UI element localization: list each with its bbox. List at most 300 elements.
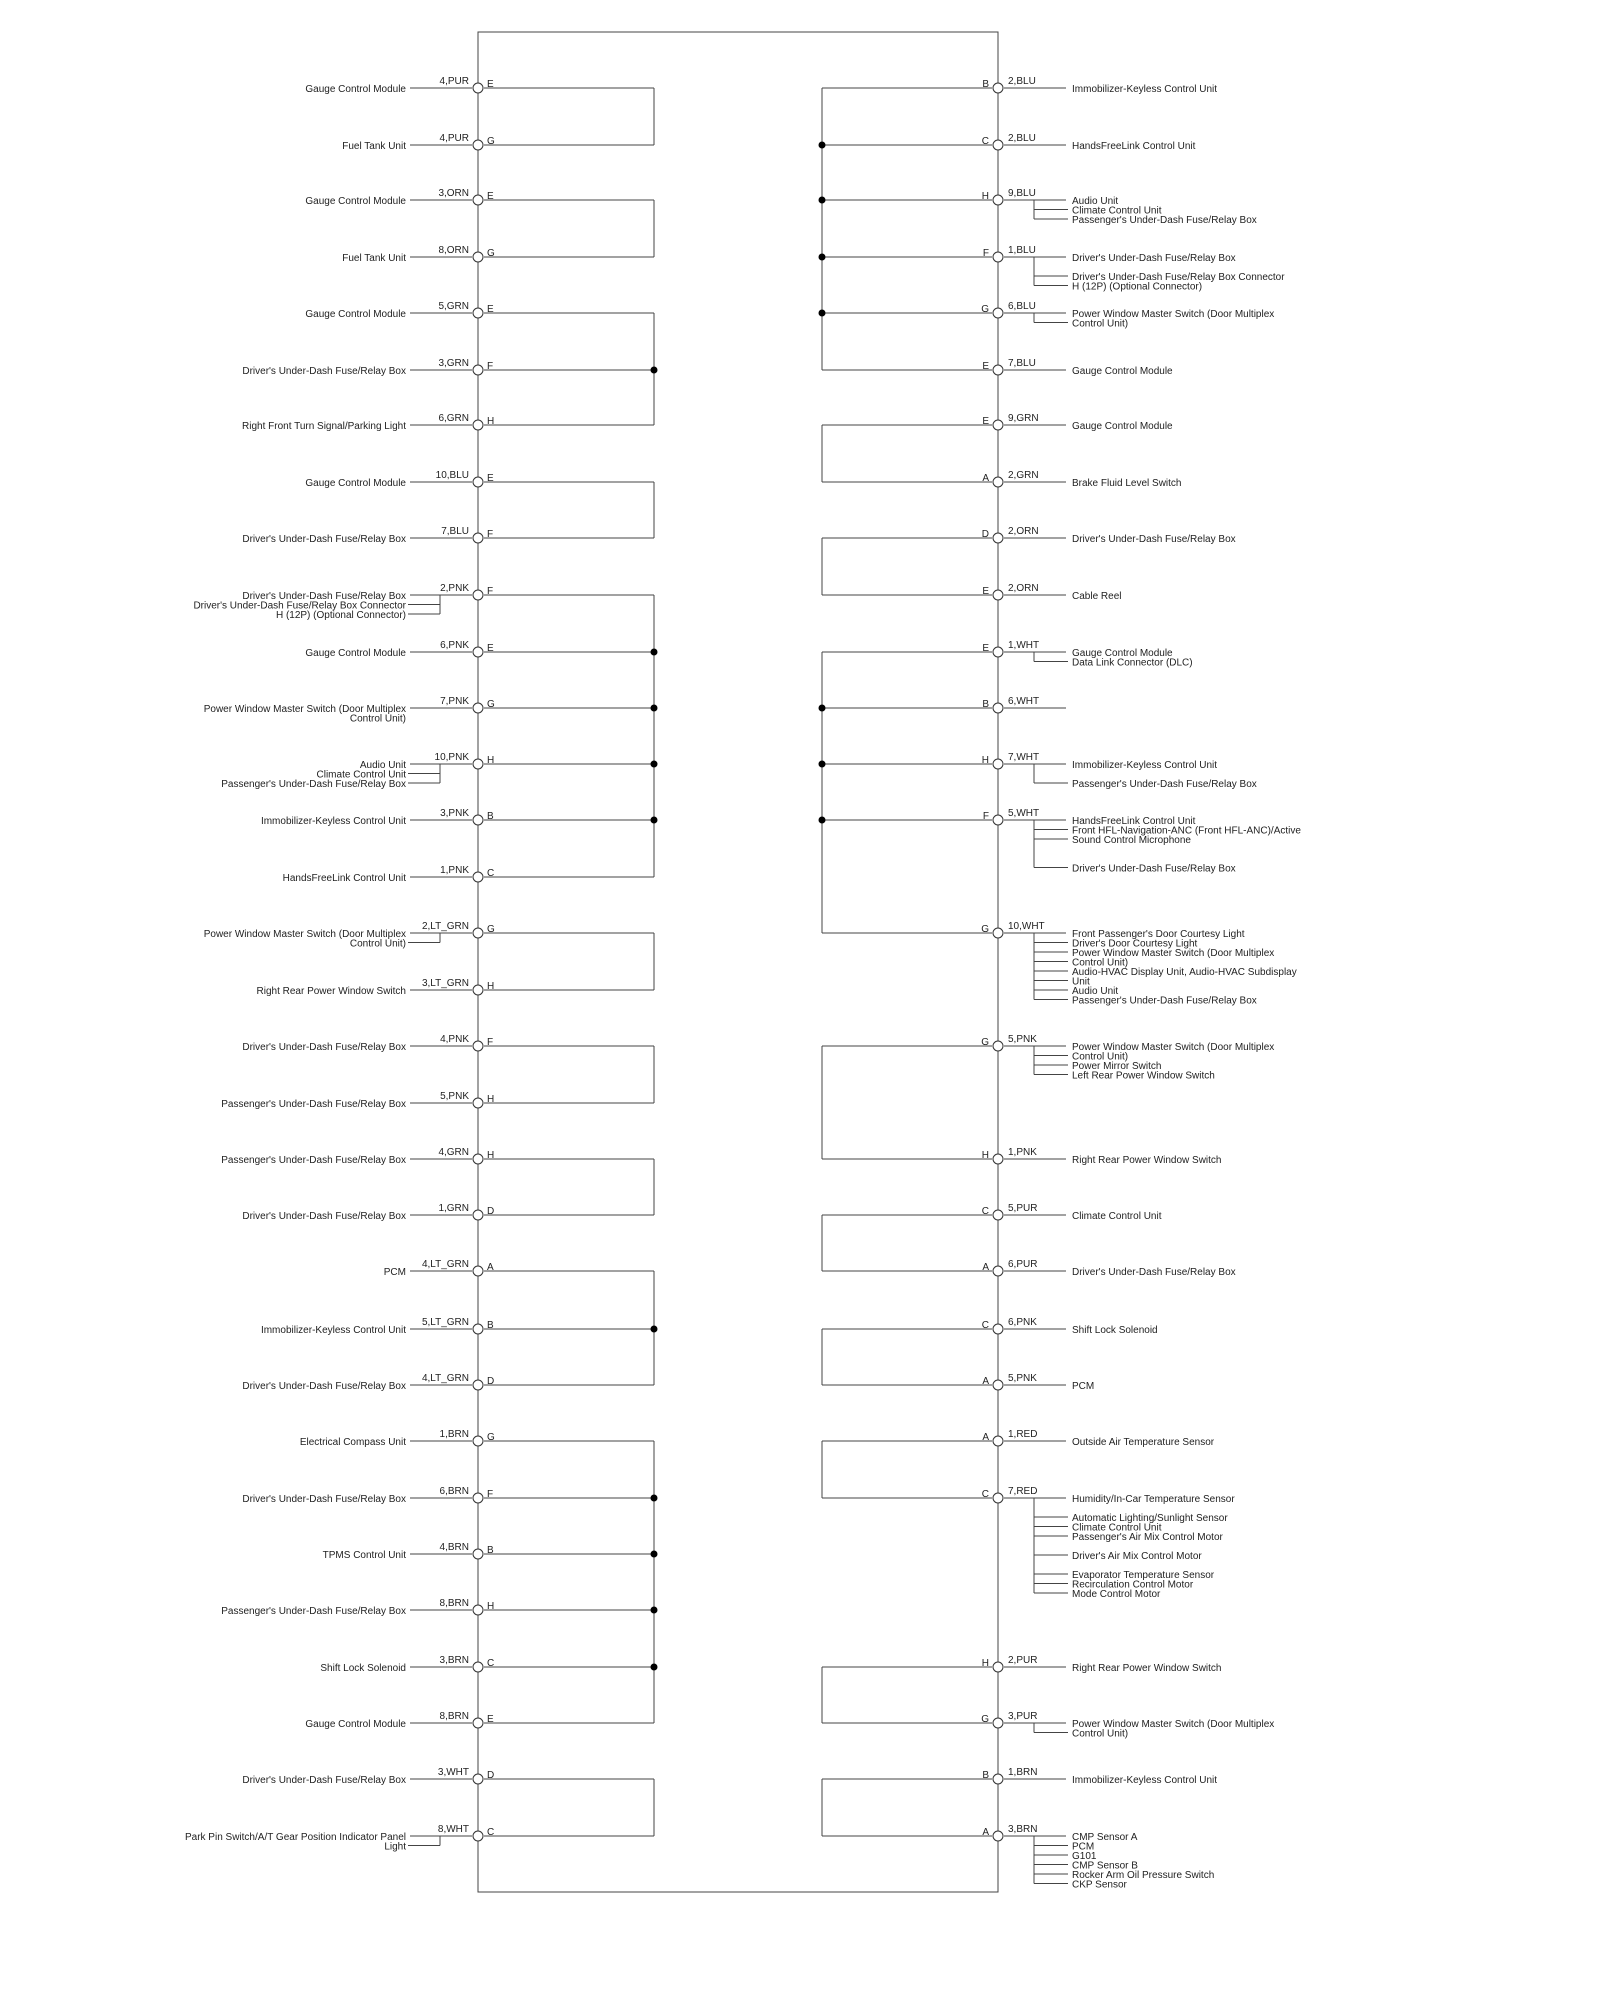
wire-code-label: 3,GRN [438,358,469,369]
splice-node [819,142,826,149]
device-label: Control Unit) [1072,318,1129,330]
terminal-letter: H [981,191,989,202]
left-circuit [305,301,654,320]
terminal-letter: C [487,1658,495,1669]
device-label: CMP Sensor B [1072,1860,1138,1872]
device-label: Climate Control Unit [316,769,406,781]
right-circuit [822,1711,1274,1740]
wire-code-label: 1,WHT [1008,640,1040,651]
device-label: Passenger's Under-Dash Fuse/Relay Box [221,1155,406,1166]
pin-terminal [993,928,1003,938]
splice-node [651,761,658,768]
terminal-letter: E [487,473,494,484]
pin-terminal [993,308,1003,318]
device-label: Driver's Under-Dash Fuse/Relay Box [242,1211,406,1222]
right-circuit [822,1034,1274,1082]
wire-code-label: 3,BRN [439,1655,469,1666]
pin-terminal [473,759,483,769]
left-circuit [300,1429,654,1448]
splice-node [819,310,826,317]
wire-code-label: 3,PUR [1008,1711,1038,1722]
left-circuit [305,188,654,207]
device-label: Immobilizer-Keyless Control Unit [1072,84,1218,95]
device-label: CKP Sensor [1072,1879,1127,1891]
pin-terminal [473,140,483,150]
terminal-letter: D [487,1376,495,1387]
device-label: HandsFreeLink Control Unit [1072,141,1196,152]
right-circuit [822,301,1274,330]
wire-code-label: 8,WHT [437,1824,469,1835]
splice-node [819,254,826,261]
terminal-letter: F [487,361,494,372]
pin-terminal [993,1380,1003,1390]
terminal-letter: E [982,586,989,597]
device-label: Driver's Under-Dash Fuse/Relay Box [1072,253,1236,264]
wire-code-label: 5,LT_GRN [421,1317,469,1328]
terminal-letter: A [982,1262,989,1273]
terminal-letter: B [982,699,989,710]
pin-terminal [993,83,1003,93]
pin-terminal [993,1266,1003,1276]
left-circuit [221,752,654,790]
wire-code-label: 1,BLU [1008,245,1036,256]
terminal-letter: E [982,416,989,427]
left-circuit [242,526,654,545]
terminal-letter: F [982,248,989,259]
terminal-letter: A [982,473,989,484]
right-circuit [822,583,1121,602]
device-label: Driver's Under-Dash Fuse/Relay Box [1072,534,1236,545]
device-label: Left Rear Power Window Switch [1072,1070,1215,1082]
pin-terminal [473,420,483,430]
device-label: Immobilizer-Keyless Control Unit [1072,760,1218,771]
pin-terminal [993,1493,1003,1503]
wire-code-label: 5,GRN [438,301,469,312]
pin-terminal [473,1662,483,1672]
left-circuit [261,1317,654,1336]
pin-terminal [473,1041,483,1051]
left-circuit [283,865,654,884]
device-label: Shift Lock Solenoid [320,1663,406,1674]
device-label: Gauge Control Module [1072,421,1173,432]
left-circuit [204,696,654,725]
right-circuit [822,921,1297,1007]
pin-terminal [473,1324,483,1334]
pin-terminal [993,365,1003,375]
wire-code-label: 4,LT_GRN [421,1373,469,1384]
wire-code-label: 8,ORN [438,245,469,256]
device-label: Power Window Master Switch (Door Multiplex [203,704,406,715]
device-label: Audio Unit [1072,196,1119,207]
pin-terminal [473,533,483,543]
pin-terminal [993,1774,1003,1784]
wire-code-label: 2,ORN [1008,583,1039,594]
terminal-letter: E [487,643,494,654]
device-label: TPMS Control Unit [322,1550,406,1561]
device-label: Fuel Tank Unit [342,253,406,264]
left-circuit [257,978,655,997]
splice-node [819,197,826,204]
device-label: Driver's Under-Dash Fuse/Relay Box [242,1775,406,1786]
left-circuit [305,640,654,659]
right-circuit [822,1824,1214,1891]
terminal-letter: E [487,304,494,315]
terminal-letter: G [487,248,495,259]
pin-terminal [993,1210,1003,1220]
device-label: Mode Control Motor [1072,1589,1161,1600]
pin-terminal [473,1154,483,1164]
right-circuit [822,1767,1217,1786]
device-label: H (12P) (Optional Connector) [275,610,406,621]
terminal-letter: A [487,1262,494,1273]
terminal-letter: G [487,136,495,147]
left-circuit [342,133,654,152]
device-label: Outside Air Temperature Sensor [1072,1437,1215,1448]
pin-terminal [473,1774,483,1784]
left-circuits [185,76,658,1853]
wire-code-label: 5,PNK [440,1091,469,1102]
device-label: Electrical Compass Unit [299,1437,406,1448]
device-label: Gauge Control Module [305,648,406,659]
wire-code-label: 7,PNK [440,696,469,707]
right-circuit [822,133,1196,152]
terminal-letter: C [981,1320,989,1331]
left-circuit [261,808,654,827]
device-label: Immobilizer-Keyless Control Unit [260,816,406,827]
device-label: Cable Reel [1072,591,1122,602]
wire-code-label: 9,GRN [1008,413,1039,424]
terminal-letter: E [487,79,494,90]
device-label: Right Rear Power Window Switch [1072,1663,1222,1674]
device-label: Evaporator Temperature Sensor [1072,1570,1215,1581]
wire-code-label: 7,BLU [1008,358,1036,369]
pin-terminal [473,985,483,995]
device-label: Light [384,1841,406,1853]
wire-code-label: 5,PNK [1008,1034,1037,1045]
wire-code-label: 4,BRN [439,1542,469,1553]
wire-code-label: 6,PNK [440,640,469,651]
wire-code-label: 1,PNK [440,865,469,876]
right-circuits [819,76,1302,1891]
wire-code-label: 2,PUR [1008,1655,1038,1666]
left-circuit [193,583,654,621]
right-circuit [822,188,1257,226]
right-circuit [822,1373,1094,1392]
left-circuit [242,1034,654,1053]
device-label: Unit [1072,976,1090,988]
device-label: Passenger's Air Mix Control Motor [1072,1532,1223,1543]
terminal-letter: F [487,1489,494,1500]
wire-code-label: 3,LT_GRN [421,978,469,989]
device-label: Control Unit) [1072,957,1129,969]
device-label: Right Rear Power Window Switch [256,986,406,997]
splice-node [651,1326,658,1333]
wire-code-label: 5,PNK [1008,1373,1037,1384]
terminal-letter: C [981,1206,989,1217]
device-label: Driver's Under-Dash Fuse/Relay Box [1072,1267,1236,1278]
pin-terminal [993,647,1003,657]
pin-terminal [993,1041,1003,1051]
terminal-letter: A [982,1827,989,1838]
pin-terminal [473,590,483,600]
device-label: Power Window Master Switch (Door Multiplex [1072,1719,1275,1730]
splice-node [819,705,826,712]
pin-terminal [473,928,483,938]
device-label: Brake Fluid Level Switch [1072,478,1182,489]
device-label: Gauge Control Module [305,478,406,489]
wire-code-label: 2,ORN [1008,526,1039,537]
left-circuit [221,1598,654,1617]
device-label: Driver's Under-Dash Fuse/Relay Box Connector [193,600,406,612]
device-label: Gauge Control Module [305,84,406,95]
device-label: Right Rear Power Window Switch [1072,1155,1222,1166]
terminal-letter: D [981,529,989,540]
device-label: Gauge Control Module [305,196,406,207]
terminal-letter: H [981,1150,989,1161]
terminal-letter: H [487,1094,495,1105]
terminal-letter: E [982,361,989,372]
wire-code-label: 3,ORN [438,188,469,199]
device-label: G101 [1072,1851,1097,1862]
terminal-letter: F [982,811,989,822]
terminal-letter: B [982,79,989,90]
device-label: PCM [1072,1841,1095,1853]
terminal-letter: H [981,1658,989,1669]
terminal-letter: E [487,191,494,202]
splice-node [651,649,658,656]
pin-terminal [473,872,483,882]
device-label: Shift Lock Solenoid [1072,1325,1158,1336]
pin-terminal [993,140,1003,150]
terminal-letter: H [981,755,989,766]
wire-code-label: 10,PNK [434,752,469,763]
wire-code-label: 4,LT_GRN [421,1259,469,1270]
pin-terminal [473,83,483,93]
terminal-letter: H [487,1150,495,1161]
left-circuit [305,1711,654,1730]
device-label: Humidity/In-Car Temperature Sensor [1072,1494,1235,1505]
left-circuit [305,470,654,489]
right-circuit [822,1429,1215,1448]
device-label: Gauge Control Module [1072,366,1173,377]
wire-code-label: 6,PNK [1008,1317,1037,1328]
wire-code-label: 8,BRN [439,1711,469,1722]
splice-node [651,705,658,712]
left-circuit [221,1147,654,1166]
device-label: Power Mirror Switch [1072,1061,1162,1072]
pin-terminal [473,647,483,657]
terminal-letter: E [982,643,989,654]
device-label: Gauge Control Module [1072,648,1173,659]
pin-terminal [473,1380,483,1390]
device-label: Driver's Under-Dash Fuse/Relay Box [242,1042,406,1053]
terminal-letter: C [487,868,495,879]
device-label: Front HFL-Navigation-ANC (Front HFL-ANC)/Active [1072,825,1301,837]
wire-code-label: 7,WHT [1008,752,1040,763]
wire-code-label: 3,BRN [1008,1824,1038,1835]
splice-node [651,367,658,374]
wire-code-label: 3,PNK [440,808,469,819]
left-circuit [342,245,654,264]
splice-node [651,1664,658,1671]
device-label: Driver's Under-Dash Fuse/Relay Box [242,366,406,377]
wire-code-label: 6,BRN [439,1486,469,1497]
splice-node [651,817,658,824]
right-circuit [822,245,1285,293]
device-label: Audio Unit [1072,986,1119,997]
right-circuit [822,1147,1222,1166]
terminal-letter: G [981,1037,989,1048]
device-label: Driver's Under-Dash Fuse/Relay Box [1072,863,1236,875]
device-label: Control Unit) [349,938,406,950]
pin-terminal [473,252,483,262]
pin-terminal [993,1662,1003,1672]
terminal-letter: H [487,755,495,766]
left-circuit [305,76,654,95]
right-circuit [822,752,1257,790]
right-circuit [822,470,1182,489]
left-circuit [204,921,654,950]
pin-terminal [473,703,483,713]
pin-terminal [473,1493,483,1503]
right-circuit [822,808,1301,875]
device-label: Control Unit) [1072,1728,1129,1740]
pin-terminal [993,815,1003,825]
right-circuit [822,1655,1222,1674]
left-circuit [221,1091,654,1110]
terminal-letter: C [487,1827,495,1838]
terminal-letter: G [981,924,989,935]
device-label: Audio-HVAC Display Unit, Audio-HVAC Subdisplay [1072,967,1297,978]
wire-code-label: 10,BLU [435,470,469,481]
pin-terminal [993,420,1003,430]
device-label: Immobilizer-Keyless Control Unit [1072,1775,1218,1786]
terminal-letter: B [982,1770,989,1781]
terminal-letter: B [487,811,494,822]
right-circuit [822,1317,1158,1336]
device-label: Power Window Master Switch (Door Multiplex [1072,948,1275,959]
left-circuit [242,1203,654,1222]
terminal-letter: G [487,1432,495,1443]
terminal-letter: G [487,924,495,935]
wire-code-label: 8,BRN [439,1598,469,1609]
device-label: Driver's Under-Dash Fuse/Relay Box [242,591,406,602]
wire-code-label: 1,RED [1008,1429,1038,1440]
wire-code-label: 5,PUR [1008,1203,1038,1214]
splice-node [819,817,826,824]
device-label: Sound Control Microphone [1072,835,1191,846]
wire-code-label: 3,WHT [437,1767,469,1778]
wire-code-label: 1,BRN [1008,1767,1038,1778]
device-label: Gauge Control Module [305,1719,406,1730]
pin-terminal [993,1831,1003,1841]
terminal-letter: G [487,699,495,710]
wire-code-label: 1,PNK [1008,1147,1037,1158]
terminal-letter: F [487,1037,494,1048]
terminal-letter: H [487,416,495,427]
pin-terminal [473,1605,483,1615]
wire-code-label: 2,GRN [1008,470,1039,481]
left-circuit [384,1259,654,1278]
pin-terminal [473,1831,483,1841]
right-circuit [822,1259,1236,1278]
pin-terminal [993,759,1003,769]
device-label: H (12P) (Optional Connector) [1072,281,1203,293]
wire-code-label: 2,PNK [440,583,469,594]
terminal-letter: A [982,1432,989,1443]
splice-node [651,1495,658,1502]
wire-code-label: 6,WHT [1008,696,1040,707]
terminal-letter: B [487,1545,494,1556]
device-label: Passenger's Under-Dash Fuse/Relay Box [1072,995,1257,1007]
device-label: Passenger's Under-Dash Fuse/Relay Box [1072,215,1257,226]
device-label: Immobilizer-Keyless Control Unit [260,1325,406,1336]
device-label: Power Window Master Switch (Door Multiplex [1072,1042,1275,1053]
pin-terminal [473,1210,483,1220]
splice-node [819,761,826,768]
wire-code-label: 4,PUR [439,76,469,87]
splice-node [651,1551,658,1558]
device-label: Front Passenger's Door Courtesy Light [1072,929,1245,940]
left-circuit [320,1655,654,1674]
pin-terminal [473,1718,483,1728]
wire-code-label: 4,GRN [438,1147,469,1158]
device-label: Recirculation Control Motor [1072,1579,1194,1591]
wire-code-label: 4,PUR [439,133,469,144]
pin-terminal [473,477,483,487]
right-circuit [822,76,1217,95]
left-circuit [242,1486,654,1505]
wire-code-label: 9,BLU [1008,188,1036,199]
right-circuit [822,526,1236,545]
device-label: Driver's Under-Dash Fuse/Relay Box Connector [1072,272,1285,283]
connector-body [478,32,998,1892]
device-label: PCM [383,1267,406,1278]
device-label: Gauge Control Module [305,309,406,320]
device-label: CMP Sensor A [1072,1832,1138,1843]
pin-terminal [993,477,1003,487]
right-circuit [822,1486,1235,1600]
right-circuit [822,696,1066,713]
device-label: HandsFreeLink Control Unit [1072,816,1196,827]
pin-terminal [993,703,1003,713]
wire-code-label: 10,WHT [1008,921,1045,932]
pin-terminal [993,195,1003,205]
terminal-letter: C [981,136,989,147]
device-label: Rocker Arm Oil Pressure Switch [1072,1870,1215,1881]
pin-terminal [993,1436,1003,1446]
terminal-letter: H [487,1601,495,1612]
pin-terminal [473,1549,483,1559]
left-circuit [242,358,654,377]
pin-terminal [993,1154,1003,1164]
device-label: Driver's Under-Dash Fuse/Relay Box [242,534,406,545]
terminal-letter: E [487,1714,494,1725]
device-label: Climate Control Unit [1072,205,1162,217]
terminal-letter: H [487,981,495,992]
device-label: Driver's Under-Dash Fuse/Relay Box [242,1381,406,1392]
device-label: HandsFreeLink Control Unit [282,873,406,884]
pin-terminal [993,252,1003,262]
left-circuit [323,1542,654,1561]
terminal-letter: D [487,1770,495,1781]
wire-code-label: 2,BLU [1008,133,1036,144]
wire-code-label: 1,BRN [439,1429,469,1440]
device-label: Climate Control Unit [1072,1522,1162,1534]
device-label: Driver's Door Courtesy Light [1072,938,1198,950]
terminal-letter: G [981,304,989,315]
device-label: Passenger's Under-Dash Fuse/Relay Box [221,779,406,790]
